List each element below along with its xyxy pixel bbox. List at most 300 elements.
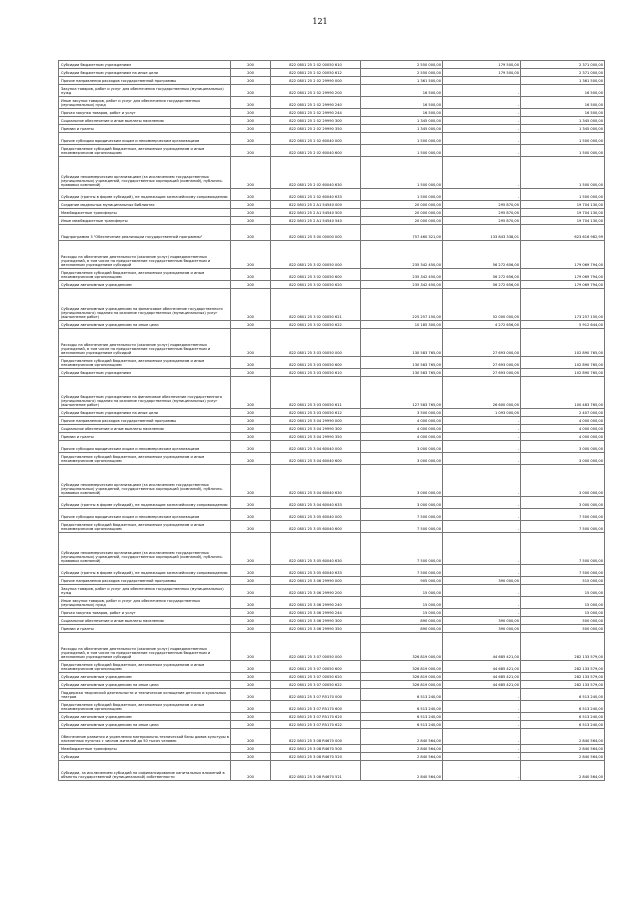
- cell-name: Субсидии бюджетным учреждениям на финансовое обеспечение государственного (муниципального) задания на оказание государственных (муниципальных) услуг (выполнение работ): [59, 377, 231, 409]
- table-row: [59, 321, 605, 329]
- cell-name: Иные закупки товаров, работ и услуг для обеспечения государственных (муниципальных) нужд: [59, 97, 231, 109]
- cell-grbs: 200: [231, 409, 271, 417]
- table-row: [59, 85, 605, 97]
- cell-change: 295 870,00: [443, 217, 521, 225]
- cell-code: 822 0801 25 3 02 00050 600: [271, 269, 361, 281]
- cell-total: 1 345 000,00: [521, 125, 605, 133]
- cell-name: Субсидии некоммерческим организациям (за исключением государственных (муниципальных) учреждений, государственных корпораций (компаний), публично-правовых компаний): [59, 465, 231, 497]
- cell-total: 3 000 000,00: [521, 441, 605, 453]
- cell-change: -: [443, 465, 521, 497]
- cell-change: -: [443, 145, 521, 157]
- cell-total: 282 133 579,00: [521, 661, 605, 673]
- cell-change: 26 600 000,00: [443, 377, 521, 409]
- cell-name: Прочая закупка товаров, работ и услуг: [59, 609, 231, 617]
- cell-name: Предоставление субсидий бюджетным, автономным учреждениям и иным некоммерческим организациям: [59, 701, 231, 713]
- cell-code: 822 0801 25 3 03 00050 611: [271, 377, 361, 409]
- cell-code: 822 0801 25 3 08 R4670 500: [271, 745, 361, 753]
- cell-change: -: [443, 745, 521, 753]
- cell-grbs: 200: [231, 577, 271, 585]
- cell-grbs: 200: [231, 441, 271, 453]
- cell-total: 500 000,00: [521, 625, 605, 633]
- cell-approved: 130 583 765,00: [361, 329, 443, 357]
- cell-change: -: [443, 433, 521, 441]
- cell-grbs: 200: [231, 497, 271, 509]
- cell-change: -: [443, 109, 521, 117]
- cell-name: Субсидии бюджетным учреждениям на иные цели: [59, 69, 231, 77]
- cell-grbs: 200: [231, 753, 271, 761]
- cell-code: 822 0801 25 3 06 29990 200: [271, 585, 361, 597]
- cell-total: 282 133 579,00: [521, 633, 605, 661]
- cell-change: -: [443, 713, 521, 721]
- cell-grbs: 200: [231, 465, 271, 497]
- cell-approved: 3 500 000,00: [361, 409, 443, 417]
- cell-total: 2 840 564,00: [521, 729, 605, 745]
- cell-code: 822 0801 25 2 02 60040 633: [271, 189, 361, 201]
- cell-code: 822 0801 25 3 03 00050 000: [271, 329, 361, 357]
- cell-name: Предоставление субсидий бюджетным, автономным учреждениям и иным некоммерческим организациям: [59, 357, 231, 369]
- cell-name: Предоставление субсидий бюджетным, автономным учреждениям и иным некоммерческим организациям: [59, 453, 231, 465]
- table-row: [59, 117, 605, 125]
- cell-change: 390 000,00: [443, 577, 521, 585]
- cell-code: 822 0801 25 2 02 29990 000: [271, 77, 361, 85]
- cell-name: Прочие направления расходов государственной программы: [59, 577, 231, 585]
- cell-total: 282 133 579,00: [521, 673, 605, 681]
- cell-grbs: 200: [231, 97, 271, 109]
- cell-approved: 130 583 765,00: [361, 369, 443, 377]
- cell-change: 27 693 000,00: [443, 369, 521, 377]
- table-row: [59, 597, 605, 609]
- table-row: [59, 409, 605, 417]
- cell-grbs: 200: [231, 721, 271, 729]
- cell-change: 4 272 656,00: [443, 321, 521, 329]
- cell-change: -: [443, 753, 521, 761]
- cell-change: 56 272 656,00: [443, 241, 521, 269]
- cell-code: 822 0801 25 3 04 29990 300: [271, 425, 361, 433]
- cell-approved: 326 819 000,00: [361, 681, 443, 689]
- cell-approved: 326 819 000,00: [361, 673, 443, 681]
- cell-name: Субсидии бюджетным учреждениям на иные цели: [59, 409, 231, 417]
- cell-change: 44 685 421,00: [443, 673, 521, 681]
- cell-name: Социальное обеспечение и иные выплаты населению: [59, 117, 231, 125]
- cell-code: 822 0801 25 3 05 60040 630: [271, 533, 361, 565]
- cell-total: 1 500 000,00: [521, 133, 605, 145]
- cell-code: 822 0801 25 3 07 00050 620: [271, 673, 361, 681]
- cell-approved: 2 550 000,00: [361, 69, 443, 77]
- cell-total: 16 500,00: [521, 85, 605, 97]
- cell-change: 390 000,00: [443, 617, 521, 625]
- cell-approved: 10 185 300,00: [361, 321, 443, 329]
- cell-total: 7 500 000,00: [521, 533, 605, 565]
- cell-name: Межбюджетные трансферты: [59, 745, 231, 753]
- cell-grbs: 200: [231, 729, 271, 745]
- cell-approved: 20 000 000,00: [361, 209, 443, 217]
- cell-total: 179 069 794,00: [521, 269, 605, 281]
- cell-code: 822 0801 25 3 05 60040 000: [271, 509, 361, 521]
- cell-name: Премии и гранты: [59, 125, 231, 133]
- cell-grbs: 200: [231, 425, 271, 433]
- cell-name: Субсидии бюджетным учреждениям: [59, 369, 231, 377]
- cell-code: 822 0801 25 3 06 29990 350: [271, 625, 361, 633]
- table-row: [59, 433, 605, 441]
- cell-name: Предоставление субсидий бюджетным, автономным учреждениям и иным некоммерческим организациям: [59, 145, 231, 157]
- cell-grbs: 200: [231, 209, 271, 217]
- cell-approved: 7 500 000,00: [361, 509, 443, 521]
- cell-name: Прочие субсидии юридическим лицам и некоммерческим организациям: [59, 133, 231, 145]
- cell-approved: 6 513 240,00: [361, 713, 443, 721]
- cell-approved: 20 000 000,00: [361, 201, 443, 209]
- cell-total: 15 000,00: [521, 609, 605, 617]
- cell-total: 4 000 000,00: [521, 433, 605, 441]
- table-row: [59, 753, 605, 761]
- cell-grbs: 200: [231, 289, 271, 321]
- cell-code: 822 0801 25 3 04 29990 350: [271, 433, 361, 441]
- cell-approved: 1 500 000,00: [361, 133, 443, 145]
- cell-total: 2 840 564,00: [521, 745, 605, 753]
- cell-code: 822 0801 25 3 02 00050 621: [271, 289, 361, 321]
- cell-grbs: 200: [231, 117, 271, 125]
- cell-total: 2 371 000,00: [521, 61, 605, 69]
- cell-total: 4 000 000,00: [521, 417, 605, 425]
- table-row: [59, 453, 605, 465]
- cell-change: -: [443, 117, 521, 125]
- cell-approved: 225 257 150,00: [361, 289, 443, 321]
- cell-grbs: 200: [231, 61, 271, 69]
- cell-approved: 905 000,00: [361, 577, 443, 585]
- cell-grbs: 200: [231, 85, 271, 97]
- cell-total: 179 069 794,00: [521, 281, 605, 289]
- cell-change: 52 000 000,00: [443, 289, 521, 321]
- cell-total: 100 483 765,00: [521, 377, 605, 409]
- cell-grbs: 200: [231, 521, 271, 533]
- table-row: [59, 673, 605, 681]
- cell-name: Расходы на обеспечение деятельности (оказание услуг) подведомственных учреждений, в том числе на предоставление государственным бюджетным и автономным учреждениям субсидий: [59, 633, 231, 661]
- cell-change: -: [443, 133, 521, 145]
- cell-total: 15 000,00: [521, 585, 605, 597]
- cell-code: 822 0801 25 3 07 R5170 622: [271, 721, 361, 729]
- cell-code: 822 0801 25 2 A1 54540 000: [271, 201, 361, 209]
- table-row: [59, 533, 605, 565]
- cell-approved: 326 819 000,00: [361, 633, 443, 661]
- cell-name: Прочие направления расходов государственной программы: [59, 417, 231, 425]
- table-row: [59, 721, 605, 729]
- cell-name: Поддержка творческой деятельности и техническое оснащение детских и кукольных театров: [59, 689, 231, 701]
- cell-approved: 6 513 240,00: [361, 721, 443, 729]
- cell-code: 822 0801 25 2 02 29990 350: [271, 125, 361, 133]
- cell-total: 3 000 000,00: [521, 453, 605, 465]
- cell-approved: 1 500 000,00: [361, 157, 443, 189]
- cell-code: 822 0801 25 3 07 00050 000: [271, 633, 361, 661]
- cell-approved: 15 000,00: [361, 609, 443, 617]
- cell-grbs: 200: [231, 661, 271, 673]
- cell-grbs: 200: [231, 617, 271, 625]
- cell-grbs: 200: [231, 77, 271, 85]
- cell-grbs: 200: [231, 701, 271, 713]
- table-row: [59, 761, 605, 781]
- cell-total: 623 616 982,99: [521, 225, 605, 241]
- cell-name: Субсидии бюджетным учреждениям: [59, 61, 231, 69]
- cell-grbs: 200: [231, 745, 271, 753]
- cell-code: 822 0801 25 2 02 29990 244: [271, 109, 361, 117]
- cell-total: 15 000,00: [521, 597, 605, 609]
- cell-name: Прочая закупка товаров, работ и услуг: [59, 109, 231, 117]
- cell-grbs: 200: [231, 269, 271, 281]
- table-row: [59, 61, 605, 69]
- cell-name: Расходы на обеспечение деятельности (оказание услуг) подведомственных учреждений, в том числе на предоставление государственным бюджетным и автономным учреждениям субсидий: [59, 329, 231, 357]
- cell-code: 822 0801 25 2 02 29990 240: [271, 97, 361, 109]
- cell-total: 2 371 000,00: [521, 69, 605, 77]
- table-row: [59, 521, 605, 533]
- cell-approved: 2 550 000,00: [361, 61, 443, 69]
- cell-code: 822 0801 25 3 03 00050 610: [271, 369, 361, 377]
- table-row: [59, 425, 605, 433]
- cell-name: Подпрограмма 3 "Обеспечение реализации государственной программы": [59, 225, 231, 241]
- cell-approved: 2 840 564,00: [361, 729, 443, 745]
- cell-code: 822 0801 25 3 03 00050 612: [271, 409, 361, 417]
- cell-approved: 2 840 564,00: [361, 745, 443, 753]
- cell-grbs: 200: [231, 201, 271, 209]
- cell-code: 822 0801 25 3 05 60040 600: [271, 521, 361, 533]
- cell-code: 822 0801 25 2 A1 54540 500: [271, 209, 361, 217]
- cell-change: -: [443, 417, 521, 425]
- cell-approved: 7 500 000,00: [361, 521, 443, 533]
- cell-total: 1 500 000,00: [521, 145, 605, 157]
- cell-grbs: 200: [231, 681, 271, 689]
- cell-change: [443, 77, 521, 85]
- cell-grbs: 200: [231, 69, 271, 77]
- cell-grbs: 200: [231, 533, 271, 565]
- cell-change: 295 870,00: [443, 201, 521, 209]
- cell-grbs: 200: [231, 509, 271, 521]
- cell-grbs: 200: [231, 281, 271, 289]
- cell-approved: 235 342 450,00: [361, 269, 443, 281]
- cell-approved: 15 000,00: [361, 585, 443, 597]
- cell-code: 822 0801 25 3 07 R5170 600: [271, 701, 361, 713]
- cell-approved: 326 819 000,00: [361, 661, 443, 673]
- cell-name: Предоставление субсидий бюджетным, автономным учреждениям и иным некоммерческим организациям: [59, 521, 231, 533]
- cell-name: Прочие направления расходов государственной программы: [59, 77, 231, 85]
- cell-total: 1 500 000,00: [521, 189, 605, 201]
- cell-approved: 1 345 000,00: [361, 125, 443, 133]
- cell-name: Межбюджетные трансферты: [59, 209, 231, 217]
- table-row: [59, 417, 605, 425]
- cell-approved: 15 000,00: [361, 597, 443, 609]
- cell-grbs: 200: [231, 633, 271, 661]
- cell-name: Иные закупки товаров, работ и услуг для обеспечения государственных (муниципальных) нужд: [59, 597, 231, 609]
- cell-approved: 4 000 000,00: [361, 425, 443, 433]
- cell-total: 515 000,00: [521, 577, 605, 585]
- table-row: [59, 145, 605, 157]
- table-row: [59, 357, 605, 369]
- cell-grbs: 200: [231, 109, 271, 117]
- cell-grbs: 200: [231, 125, 271, 133]
- table-row: [59, 633, 605, 661]
- cell-total: 282 133 579,00: [521, 681, 605, 689]
- cell-grbs: 200: [231, 225, 271, 241]
- cell-code: 822 0801 25 3 04 60040 633: [271, 497, 361, 509]
- cell-change: 295 870,00: [443, 209, 521, 217]
- cell-code: 822 0801 25 2 02 00050 612: [271, 69, 361, 77]
- cell-approved: 3 000 000,00: [361, 441, 443, 453]
- cell-approved: 890 000,00: [361, 625, 443, 633]
- cell-grbs: 200: [231, 357, 271, 369]
- table-row: [59, 157, 605, 189]
- cell-name: Субсидии автономным учреждениям на иные цели: [59, 721, 231, 729]
- cell-total: 6 513 240,00: [521, 701, 605, 713]
- cell-change: 44 685 421,00: [443, 681, 521, 689]
- table-row: [59, 133, 605, 145]
- cell-name: Субсидии (гранты в форме субсидий), не подлежащие казначейскому сопровождению: [59, 189, 231, 201]
- table-row: [59, 281, 605, 289]
- cell-code: 822 0801 25 3 07 00050 622: [271, 681, 361, 689]
- cell-change: -: [443, 701, 521, 713]
- cell-change: -: [443, 441, 521, 453]
- cell-approved: 20 000 000,00: [361, 217, 443, 225]
- cell-name: Субсидии автономным учреждениям: [59, 713, 231, 721]
- cell-grbs: 200: [231, 761, 271, 781]
- cell-total: 19 704 130,00: [521, 201, 605, 209]
- cell-name: Предоставление субсидий бюджетным, автономным учреждениям и иным некоммерческим организациям: [59, 661, 231, 673]
- table-row: [59, 681, 605, 689]
- table-row: [59, 201, 605, 209]
- cell-grbs: 200: [231, 625, 271, 633]
- table-row: [59, 77, 605, 85]
- cell-grbs: 200: [231, 145, 271, 157]
- cell-code: 822 0801 25 3 04 60040 600: [271, 453, 361, 465]
- table-row: [59, 109, 605, 117]
- table-row: [59, 625, 605, 633]
- cell-code: 822 0801 25 3 05 60040 633: [271, 565, 361, 577]
- cell-total: 102 890 765,00: [521, 369, 605, 377]
- cell-name: Субсидии некоммерческим организациям (за исключением государственных (муниципальных) учреждений, государственных корпораций (компаний), публично-правовых компаний): [59, 533, 231, 565]
- cell-change: 56 272 656,00: [443, 281, 521, 289]
- table-row: [59, 577, 605, 585]
- cell-code: 822 0801 25 3 06 29990 240: [271, 597, 361, 609]
- table-row: [59, 609, 605, 617]
- cell-name: Субсидии автономным учреждениям: [59, 673, 231, 681]
- cell-approved: 6 513 240,00: [361, 689, 443, 701]
- cell-approved: 4 000 000,00: [361, 417, 443, 425]
- cell-code: 822 0801 25 3 07 00050 600: [271, 661, 361, 673]
- table-row: [59, 509, 605, 521]
- cell-grbs: 200: [231, 189, 271, 201]
- cell-approved: 3 000 000,00: [361, 465, 443, 497]
- cell-grbs: 200: [231, 689, 271, 701]
- table-row: [59, 729, 605, 745]
- cell-code: 822 0801 25 3 06 29990 244: [271, 609, 361, 617]
- table-row: [59, 329, 605, 357]
- cell-total: 19 704 130,00: [521, 209, 605, 217]
- cell-grbs: 200: [231, 369, 271, 377]
- table-row: [59, 241, 605, 269]
- cell-change: -: [443, 585, 521, 597]
- table-row: [59, 585, 605, 597]
- cell-grbs: 200: [231, 673, 271, 681]
- cell-name: Премии и гранты: [59, 625, 231, 633]
- cell-approved: 7 500 000,00: [361, 533, 443, 565]
- cell-name: Прочие субсидии юридическим лицам и некоммерческим организациям: [59, 441, 231, 453]
- cell-total: 16 500,00: [521, 109, 605, 117]
- cell-change: -: [443, 721, 521, 729]
- cell-grbs: 200: [231, 417, 271, 425]
- cell-grbs: 200: [231, 433, 271, 441]
- cell-total: 1 345 000,00: [521, 117, 605, 125]
- cell-change: -: [443, 85, 521, 97]
- cell-change: -: [443, 97, 521, 109]
- cell-approved: 4 000 000,00: [361, 433, 443, 441]
- cell-name: Субсидии некоммерческим организациям (за исключением государственных (муниципальных) учреждений, государственных корпораций (компаний), публично-правовых компаний): [59, 157, 231, 189]
- cell-approved: 1 345 000,00: [361, 117, 443, 125]
- table-row: [59, 617, 605, 625]
- cell-grbs: 200: [231, 217, 271, 225]
- cell-name: Создание модельных муниципальных библиотек: [59, 201, 231, 209]
- table-row: [59, 745, 605, 753]
- cell-approved: 6 513 240,00: [361, 701, 443, 713]
- table-row: [59, 209, 605, 217]
- cell-code: 822 0801 25 3 02 00050 622: [271, 321, 361, 329]
- cell-total: 16 500,00: [521, 97, 605, 109]
- cell-approved: 3 000 000,00: [361, 497, 443, 509]
- cell-change: -: [443, 597, 521, 609]
- cell-change: 1 093 000,00: [443, 409, 521, 417]
- cell-change: -: [443, 761, 521, 781]
- cell-total: 179 069 794,00: [521, 241, 605, 269]
- cell-approved: 3 000 000,00: [361, 453, 443, 465]
- cell-grbs: 200: [231, 377, 271, 409]
- cell-code: 822 0801 25 2 02 29990 200: [271, 85, 361, 97]
- cell-approved: 235 342 450,00: [361, 281, 443, 289]
- cell-approved: 7 500 000,00: [361, 565, 443, 577]
- cell-change: 44 685 421,00: [443, 633, 521, 661]
- cell-total: 6 513 240,00: [521, 713, 605, 721]
- cell-change: -: [443, 609, 521, 617]
- cell-total: 2 407 000,00: [521, 409, 605, 417]
- cell-grbs: 200: [231, 321, 271, 329]
- cell-approved: 2 840 564,00: [361, 761, 443, 781]
- cell-code: 822 0801 25 2 02 29990 300: [271, 117, 361, 125]
- cell-code: 822 0801 25 2 02 60040 630: [271, 157, 361, 189]
- cell-approved: 2 840 564,00: [361, 753, 443, 761]
- cell-code: 822 0801 25 3 02 00050 620: [271, 281, 361, 289]
- cell-grbs: 200: [231, 157, 271, 189]
- cell-name: Премии и гранты: [59, 433, 231, 441]
- cell-change: -: [443, 157, 521, 189]
- cell-code: 822 0801 25 2 A1 54540 540: [271, 217, 361, 225]
- cell-grbs: 200: [231, 585, 271, 597]
- page-number: 121: [312, 17, 328, 26]
- cell-grbs: 200: [231, 609, 271, 617]
- cell-name: Субсидии автономным учреждениям на иные цели: [59, 321, 231, 329]
- cell-name: Обеспечение развития и укрепления материально-технической базы домов культуры в населенных пунктах с числом жителей до 50 тысяч человек: [59, 729, 231, 745]
- cell-code: 822 0801 25 3 04 60040 000: [271, 441, 361, 453]
- cell-change: 27 693 000,00: [443, 357, 521, 369]
- cell-code: 822 0801 25 3 08 R4670 521: [271, 761, 361, 781]
- cell-name: Субсидии автономным учреждениям на финансовое обеспечение государственного (муниципального) задания на оказание государственных (муниципальных) услуг (выполнение работ): [59, 289, 231, 321]
- cell-change: -: [443, 425, 521, 433]
- cell-total: 173 257 150,00: [521, 289, 605, 321]
- cell-total: 2 840 564,00: [521, 761, 605, 781]
- cell-total: 102 890 765,00: [521, 329, 605, 357]
- cell-code: 822 0801 25 3 07 R5170 620: [271, 713, 361, 721]
- table-row: [59, 377, 605, 409]
- table-body: [59, 61, 605, 781]
- table-row: [59, 441, 605, 453]
- table-row: [59, 713, 605, 721]
- cell-approved: 127 583 765,00: [361, 377, 443, 409]
- cell-change: 44 685 421,00: [443, 661, 521, 673]
- table-row: [59, 225, 605, 241]
- table-row: [59, 701, 605, 713]
- cell-grbs: 200: [231, 565, 271, 577]
